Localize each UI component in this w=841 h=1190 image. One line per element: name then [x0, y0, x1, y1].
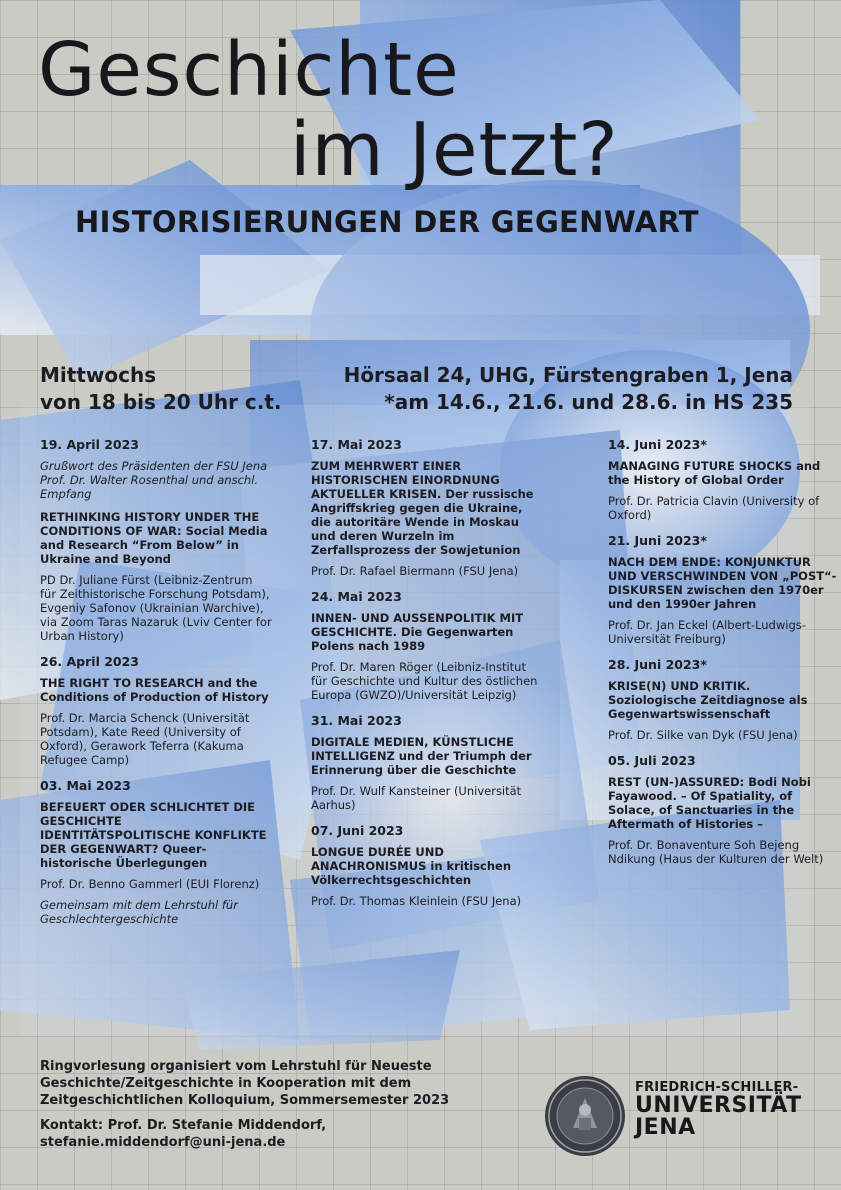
university-seal-icon	[543, 1074, 627, 1158]
lecture-speaker: Prof. Dr. Maren Röger (Leibniz-Institut für Geschichte und Kultur des östlichen Europa (GWZO)/Universität Leipzig)	[311, 660, 538, 702]
lecture-speaker: Prof. Dr. Benno Gammerl (EUI Florenz)	[40, 877, 260, 891]
lecture-entry	[311, 438, 543, 578]
lecture-title: REST (UN-)ASSURED: Bodi Nobi Fayawood. – Of Spatiality, of Solace, of Sanctuaries in the Aftermath of Histories –	[608, 775, 811, 831]
university-logo	[543, 1070, 803, 1160]
lecture-date: 14. Juni 2023*	[608, 437, 707, 452]
lecture-date: 19. April 2023	[40, 437, 139, 452]
lecture-speaker: Prof. Dr. Bonaventure Soh Bejeng Ndikung (Haus der Kulturen der Welt)	[608, 838, 824, 866]
lecture-title: KRISE(N) UND KRITIK. Soziologische Zeitdiagnose als Gegenwartswissenschaft	[608, 679, 808, 721]
lecture-speaker: Prof. Dr. Patricia Clavin (University of Oxford)	[608, 494, 820, 522]
title-line-2: im Jetzt?	[290, 107, 619, 193]
poster-subtitle: HISTORISIERUNGEN DER GEGENWART	[75, 205, 699, 239]
lecture-speaker: PD Dr. Juliane Fürst (Leibniz-Zentrum für Zeithistorische Forschung Potsdam), Evgeniy Safonov (Ukrainian Warchive), via Zoom Taras Nazaruk (Lviv Center for Urban History)	[40, 573, 272, 643]
lecture-entry	[40, 779, 272, 926]
lecture-entry	[608, 534, 840, 646]
lecture-entry	[608, 754, 840, 866]
lecture-speaker: Prof. Dr. Rafael Biermann (FSU Jena)	[311, 564, 519, 578]
title-line-1: Geschichte	[38, 27, 460, 113]
lecture-speaker: Prof. Dr. Jan Eckel (Albert-Ludwigs-Universität Freiburg)	[608, 618, 806, 646]
poster-title	[38, 27, 818, 193]
lecture-entry	[311, 714, 543, 812]
program-column-2	[311, 438, 543, 920]
program-column-3	[608, 438, 840, 878]
university-name-line-3: JENA	[635, 1115, 696, 1140]
lecture-entry	[608, 658, 840, 742]
weekday: Mittwochs	[40, 363, 157, 387]
university-name-line-1: FRIEDRICH-SCHILLER-	[635, 1080, 799, 1095]
schedule-info	[40, 362, 282, 416]
university-name-line-2: UNIVERSITÄT	[635, 1093, 802, 1118]
university-name	[635, 1080, 802, 1139]
lecture-date: 26. April 2023	[40, 654, 139, 669]
lecture-date: 24. Mai 2023	[311, 589, 402, 604]
lecture-date: 31. Mai 2023	[311, 713, 402, 728]
lecture-intro: Grußwort des Präsidenten der FSU Jena Prof. Dr. Walter Rosenthal und anschl. Empfang	[40, 459, 268, 501]
lecture-date: 03. Mai 2023	[40, 778, 131, 793]
lecture-title: ZUM MEHRWERT EINER HISTORISCHEN EINORDNUNG AKTUELLER KRISEN. Der russische Angriffskrieg gegen die Ukraine, die autoritäre Wende in Moskau und deren Wurzeln im Zerfallsprozess der Sowjetunion	[311, 459, 534, 557]
lecture-speaker: Prof. Dr. Thomas Kleinlein (FSU Jena)	[311, 894, 522, 908]
venue-note: *am 14.6., 21.6. und 28.6. in HS 235	[384, 390, 793, 414]
footer	[40, 1058, 510, 1151]
lecture-entry	[40, 655, 272, 767]
lecture-speaker: Prof. Dr. Wulf Kansteiner (Universität Aarhus)	[311, 784, 522, 812]
time-range: von 18 bis 20 Uhr c.t.	[40, 390, 282, 414]
lecture-entry	[608, 438, 840, 522]
lecture-title: INNEN- UND AUSSENPOLITIK MIT GESCHICHTE. Die Gegenwarten Polens nach 1989	[311, 611, 524, 653]
lecture-speaker: Prof. Dr. Marcia Schenck (Universität Potsdam), Kate Reed (University of Oxford), Gerawork Teferra (Kakuma Refugee Camp)	[40, 711, 250, 767]
lecture-speaker: Prof. Dr. Silke van Dyk (FSU Jena)	[608, 728, 798, 742]
lecture-entry	[311, 824, 543, 908]
venue: Hörsaal 24, UHG, Fürstengraben 1, Jena	[343, 363, 793, 387]
lecture-date: 17. Mai 2023	[311, 437, 402, 452]
lecture-title: BEFEUERT ODER SCHLICHTET DIE GESCHICHTE IDENTITÄTSPOLITISCHE KONFLIKTE DER GEGENWART? Queer-historische Überlegungen	[40, 800, 267, 870]
lecture-date: 28. Juni 2023*	[608, 657, 707, 672]
organizer-note: Ringvorlesung organisiert vom Lehrstuhl für Neueste Geschichte/Zeitgeschichte in Kooperation mit dem Zeitgeschichtlichen Kolloquium, Sommersemester 2023	[40, 1059, 450, 1108]
lecture-date: 07. Juni 2023	[311, 823, 404, 838]
lecture-date: 21. Juni 2023*	[608, 533, 707, 548]
lecture-title: DIGITALE MEDIEN, KÜNSTLICHE INTELLIGENZ und der Triumph der Erinnerung über die Geschichte	[311, 735, 532, 777]
program-column-1	[40, 438, 272, 938]
lecture-entry	[311, 590, 543, 702]
lecture-title: THE RIGHT TO RESEARCH and the Conditions of Production of History	[40, 676, 269, 704]
lecture-title: MANAGING FUTURE SHOCKS and the History of Global Order	[608, 459, 821, 487]
contact-info: Kontakt: Prof. Dr. Stefanie Middendorf, stefanie.middendorf@uni-jena.de	[40, 1118, 327, 1150]
lecture-title: LONGUE DURÉE UND ANACHRONISMUS in kritischen Völkerrechtsgeschichten	[311, 845, 512, 887]
lecture-title: RETHINKING HISTORY UNDER THE CONDITIONS OF WAR: Social Media and Research “From Below” in Ukraine and Beyond	[40, 510, 268, 566]
venue-info	[344, 362, 793, 416]
lecture-note: Gemeinsam mit dem Lehrstuhl für Geschlechtergeschichte	[40, 898, 238, 926]
lecture-date: 05. Juli 2023	[608, 753, 696, 768]
lecture-entry	[40, 438, 272, 643]
lecture-title: NACH DEM ENDE: KONJUNKTUR UND VERSCHWINDEN VON „POST“-DISKURSEN zwischen den 1970er und den 1990er Jahren	[608, 555, 837, 611]
